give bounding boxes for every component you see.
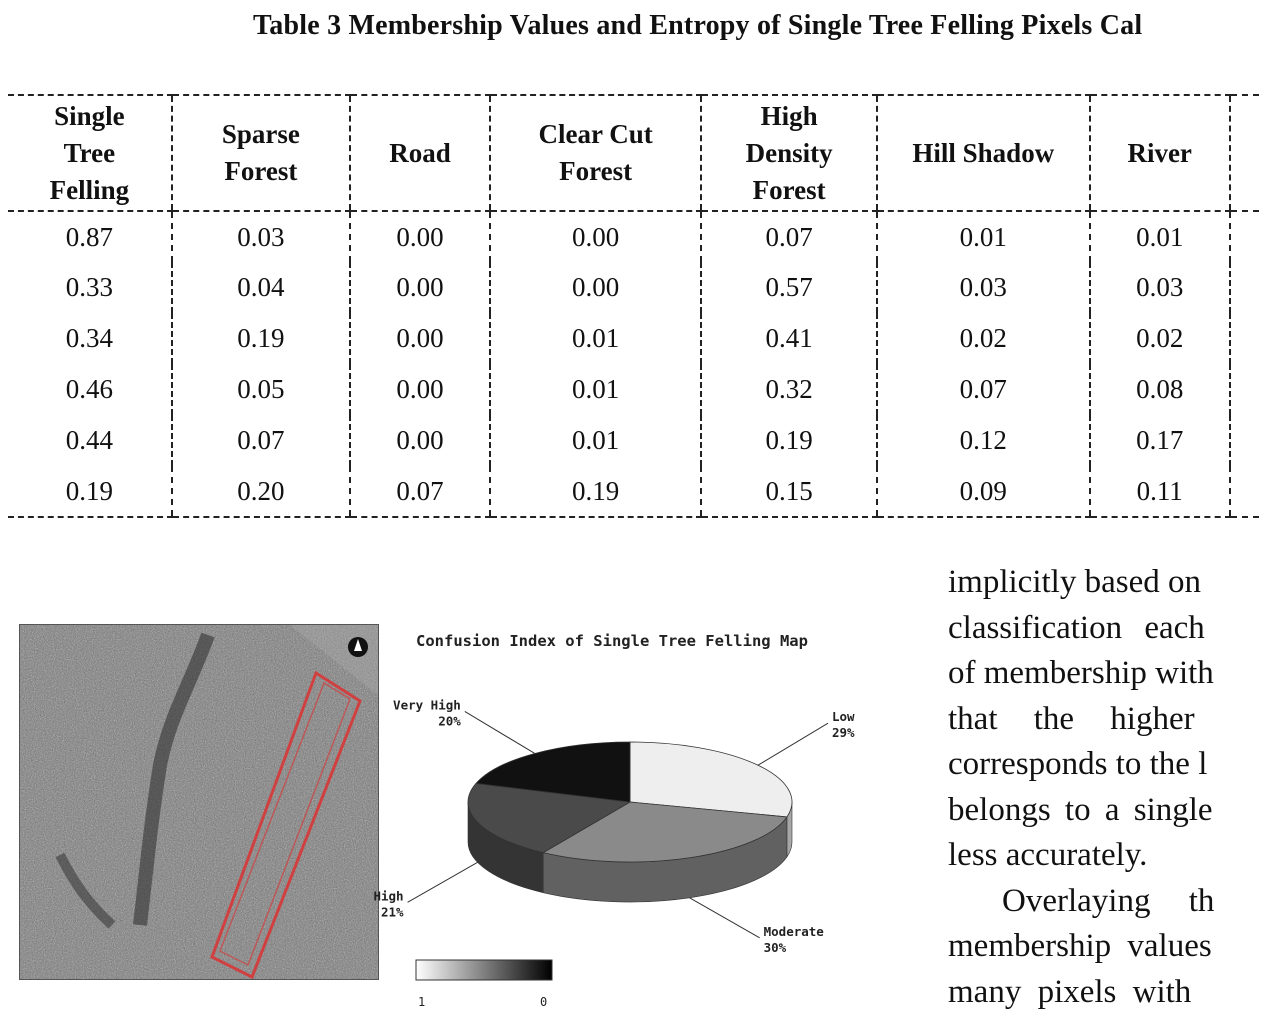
- text-line: many pixels with: [948, 973, 1192, 1010]
- text-line: of membership with: [948, 655, 1214, 691]
- table-cell: 0.07: [350, 466, 490, 517]
- header-hill-shadow: Hill Shadow: [877, 95, 1090, 211]
- table-cell: 0.00: [350, 262, 490, 313]
- color-scale-bar: [416, 960, 552, 980]
- table-cell: [1230, 466, 1259, 517]
- pie-leader-line: [408, 862, 478, 902]
- paragraph-1: [948, 560, 1268, 879]
- table-cell: 0.04: [172, 262, 350, 313]
- table-cell: 0.19: [172, 313, 350, 364]
- header-sparse-forest: Sparse Forest: [172, 95, 350, 211]
- table-cell: 0.01: [1090, 211, 1230, 262]
- text-line: less accurately.: [948, 837, 1148, 873]
- text-line: corresponds to the l: [948, 746, 1208, 782]
- table-cell: 0.19: [8, 466, 172, 517]
- table-cell: 0.03: [877, 262, 1090, 313]
- pie-label-category: High: [373, 888, 404, 904]
- membership-table-wrapper: [0, 94, 1259, 524]
- table-cell: 0.03: [1090, 262, 1230, 313]
- table-cell: [1230, 211, 1259, 262]
- table-cell: 0.01: [490, 313, 701, 364]
- table-cell: 0.33: [65, 272, 113, 302]
- table-cell: 0.00: [490, 211, 701, 262]
- header-road: Road: [350, 95, 490, 211]
- table-cell: 0.07: [701, 211, 877, 262]
- header-single-tree-felling: Single Tree Felling: [8, 95, 172, 211]
- pie-leader-line: [690, 898, 760, 938]
- text-line: Overlaying th: [1002, 882, 1215, 919]
- pie-leader-line: [758, 723, 828, 765]
- table-cell: 0.07: [877, 364, 1090, 415]
- table-cell: 0.44: [65, 425, 113, 455]
- text-line: implicitly based on: [948, 564, 1201, 600]
- table-cell: 0.57: [701, 262, 877, 313]
- pie-label-value: 21%: [380, 904, 404, 920]
- table-cell: 0.02: [1090, 313, 1230, 364]
- table-cell: 0.00: [490, 262, 701, 313]
- table-row: [8, 313, 1259, 364]
- table-cell: 0.19: [490, 466, 701, 517]
- pie-label-category: Very High: [393, 697, 461, 713]
- table-cell: 0.34: [65, 323, 113, 353]
- table-cell: 0.19: [701, 415, 877, 466]
- table-cell: [1230, 262, 1259, 313]
- paragraph-2: [948, 879, 1268, 1016]
- table-cell: 0.87: [65, 221, 113, 252]
- table-cell: 0.32: [701, 364, 877, 415]
- table-row: [8, 211, 1259, 262]
- table-row: [8, 364, 1259, 415]
- text-line: belongs to a single: [948, 791, 1213, 828]
- header-cut-off: [1230, 95, 1259, 211]
- table-cell: 0.17: [1090, 415, 1230, 466]
- table-cell: 0.41: [701, 313, 877, 364]
- text-line: membership values: [948, 928, 1212, 964]
- text-line: that the higher: [948, 700, 1195, 737]
- table-cell: 0.01: [877, 211, 1090, 262]
- pie-chart-svg: [373, 622, 860, 1012]
- text-line: classification each: [948, 609, 1205, 646]
- body-text-column: [948, 560, 1268, 1015]
- header-high-density-forest: High Density Forest: [701, 95, 877, 211]
- table-header-row: [8, 95, 1259, 211]
- pie-label-category: Low: [832, 709, 855, 725]
- table-cell: 0.00: [350, 211, 490, 262]
- chart-title: Confusion Index of Single Tree Felling Map: [416, 632, 808, 650]
- table-cell: 0.09: [877, 466, 1090, 517]
- pie-label-value: 20%: [438, 713, 461, 729]
- table-cell: 0.01: [490, 364, 701, 415]
- table-cell: 0.01: [490, 415, 701, 466]
- table-cell: 0.05: [172, 364, 350, 415]
- satellite-image: [19, 624, 379, 980]
- table-cell: 0.46: [65, 374, 113, 404]
- table-cell: 0.12: [877, 415, 1090, 466]
- satellite-image-graphic: [20, 625, 378, 979]
- table-cell: [1230, 313, 1259, 364]
- table-cell: 0.11: [1090, 466, 1230, 517]
- table-cell: 0.08: [1090, 364, 1230, 415]
- header-clear-cut-forest: Clear Cut Forest: [490, 95, 701, 211]
- table-caption: Table 3 Membership Values and Entropy of Single Tree Felling Pixels Cal: [253, 10, 1143, 41]
- table-cell: [1230, 364, 1259, 415]
- color-scale-max: 0: [540, 995, 548, 1009]
- table-cell: 0.00: [350, 364, 490, 415]
- pie-leader-line: [465, 711, 535, 753]
- confusion-index-chart: [373, 622, 860, 1012]
- pie-label-value: 29%: [832, 725, 855, 741]
- table-row: [8, 262, 1259, 313]
- pie-slices: [468, 742, 792, 902]
- pie-label-category: Moderate: [763, 923, 824, 939]
- table-row: [8, 466, 1259, 517]
- table-cell: 0.02: [877, 313, 1090, 364]
- table-cell: 0.00: [350, 313, 490, 364]
- table-cell: 0.07: [172, 415, 350, 466]
- table-cell: 0.03: [172, 211, 350, 262]
- table-cell: 0.00: [350, 415, 490, 466]
- color-scale-min: 1: [418, 995, 426, 1009]
- table-row: [8, 415, 1259, 466]
- membership-table: [8, 94, 1259, 518]
- table-cell: 0.15: [701, 466, 877, 517]
- pie-label-value: 30%: [763, 939, 787, 955]
- table-cell: [1230, 415, 1259, 466]
- table-cell: 0.20: [172, 466, 350, 517]
- header-river: River: [1090, 95, 1230, 211]
